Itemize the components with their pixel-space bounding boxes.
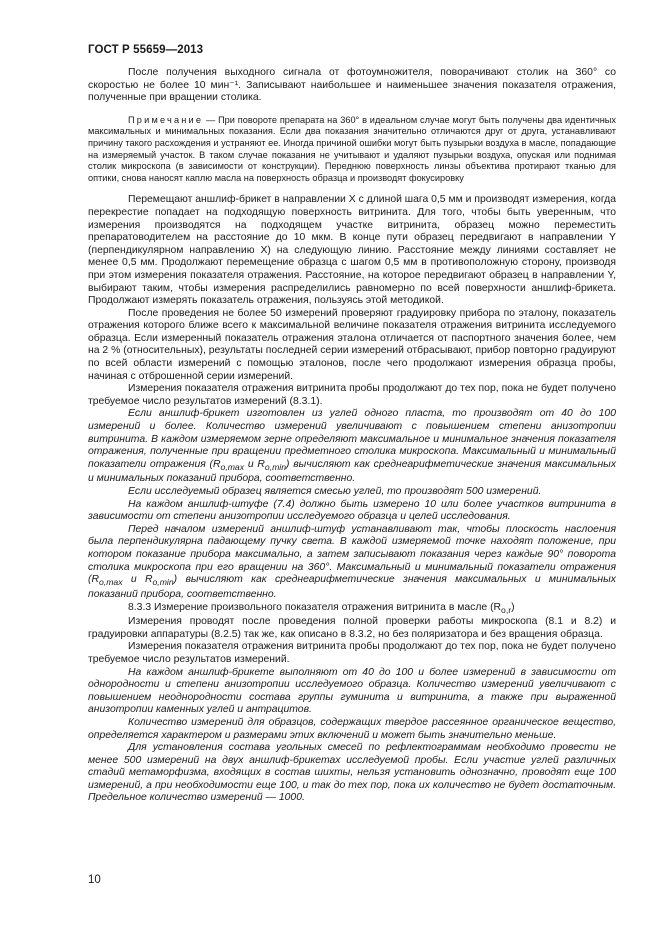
paragraph-italic: Количество измерений для образцов, содержащих твердое рассеянное органическое вещество, определяется характером и размерами этих включений и может быть значительно меньше. — [88, 716, 616, 741]
section-heading: 8.3.3 Измерение произвольного показателя отражения витринита в масле $(R_{o,r})$ — [128, 601, 515, 615]
note-block — [88, 115, 616, 185]
paragraph: Перемещают аншлиф-брикет в направлении X с длиной шага 0,5 мм и производят измерения, когда перекрестие попадает на подходящую поверхность витринита. Для того, чтобы быть уверенным, что измерения производятся на подходящем участке витринита, образец можно переместить препаратоводителем на расстояние до 10 мкм. В конце пути образец передвигают в направлении Y (перпендикулярном направлению X) на следующую линию. Расстояние между линиями составляет не менее 0,5 мм. Продолжают перемещение образца с шагом 0,5 мм в противоположную сторону, производя при этом измерения показателя отражения. Расстояние, на которое передвигают образец в направлении Y, выбирают таким, чтобы измерения распределились равномерно по всей поверхности аншлиф-брикета. Продолжают измерять показатель отражения, пользуясь этой методикой. — [88, 194, 616, 307]
document-header: ГОСТ Р 55659—2013 — [88, 44, 204, 56]
note-text: — При повороте препарата на 360° в идеальном случае могут быть получены два идентичных максимальных и минимальных показания. Если два показания значительно отличаются друг от друга, устанавливают причину такого расхождения и устраняют ее. Иногда причиной ошибки могут быть пузырьки воздуха в масле, попадающие на измеряемый участок. В таком случае показания не учитывают и удаляют пузырьки воздуха, опуская или поднимая столик микроскопа (в зависимости от конструкции). Переднюю поверхность линзы объектива протирают тканью для оптики, снова наносят каплю масла на поверхность образца и производят фокусировку — [88, 114, 616, 183]
paragraph: После проведения не более 50 измерений проверяют градуировку прибора по эталону, показатель отражения которого ближе всего к максимальной величине показателя отражения витринита исследуемого образца. Если измеренный показатель отражения эталона отличается от паспортного значения более, чем на 2 % (относительных), результаты последней серии измерений отбрасывают, прибор повторно градуируют по всей области измерений с помощью эталонов, после чего продолжают измерения образца пробы, начиная с отброшенной серии измерений. — [88, 307, 616, 382]
paragraph: После получения выходного сигнала от фотоумножителя, поворачивают столик на 360° со скоростью не более 10 мин⁻¹. Записывают наибольшее и наименьшее значения показателя отражения, полученные при вращении столика. — [88, 67, 616, 104]
page-number: 10 — [88, 874, 101, 886]
paragraph-italic: Для установления состава угольных смесей по рефлектограммам необходимо провести не менее 500 измерений на двух аншлиф-брикетах исследуемой пробы. Если участие углей различных стадий метаморфизма, входящих в состав шихты, нельзя установить однозначно, проводят еще 100 измерений, а при необходимости еще 100, и так до тех пор, пока их количество не будет достаточным. Предельное количество измерений — 1000. — [88, 742, 616, 804]
paragraph-italic: Если исследуемый образец является смесью углей, то производят 500 измерений. — [128, 486, 542, 498]
paragraph-italic: На каждом аншлиф-брикете выполняют от 40 до 100 и более измерений в зависимости от однородности и степени анизотропии исследуемого образца. Количество измерений увеличивают с повышением неоднородности состава группы гуминита и витринита, а также при выраженной анизотропии каменных углей и антрацитов. — [88, 666, 616, 716]
document-body — [88, 67, 616, 805]
note-label: Примечание — [128, 114, 204, 125]
paragraph: Измерения показателя отражения витринита пробы продолжают до тех пор, пока не будет получено требуемое число результатов измерений (8.3.1). — [88, 383, 616, 407]
paragraph: Измерения показателя отражения витринита пробы продолжают до тех пор, пока не будет получено требуемое число результатов измерений. — [88, 641, 616, 665]
paragraph: Измерения проводят после проведения полной проверки работы микроскопа (8.1 и 8.2) и градуировки аппаратуры (8.2.5) так же, как описано в 8.3.2, но без поляризатора и без вращения образца. — [88, 616, 616, 640]
paragraph-italic: Перед началом измерений аншлиф-штуф устанавливают так, чтобы плоскость наслоения была перпендикулярна падающему пучку света. В каждой измеряемой точке находят положение, при котором показание прибора максимально, а затем записывают показания через каждые 90° поворота столика микроскопа при его вращении на 360°. Максимальный и минимальный показатели отражения ($R_{o,max}$ и $R_{o,min}$) вычисляют как среднеарифметические значения максимальных и минимальных показаний прибора, соответственно. — [88, 523, 616, 600]
paragraph-italic: На каждом аншлиф-штуфе (7.4) должно быть измерено 10 или более участков витринита в зависимости от степени анизотропии исследуемого образца и целей исследования. — [88, 498, 616, 523]
paragraph-italic: Если аншлиф-брикет изготовлен из углей одного пласта, то производят от 40 до 100 измерений и более. Количество измерений увеличивают с повышением степени анизотропии витринита. В каждом измеряемом зерне определяют максимальное и минимальное значения показателя отражения, полученные при вращении предметного столика микроскопа. Максимальный и минимальный показатели отражения ($R_{o,max}$ и $R_{o,min}$) вычисляют как среднеарифметические значения максимальных и минимальных показаний прибора, соответственно. — [88, 408, 617, 485]
